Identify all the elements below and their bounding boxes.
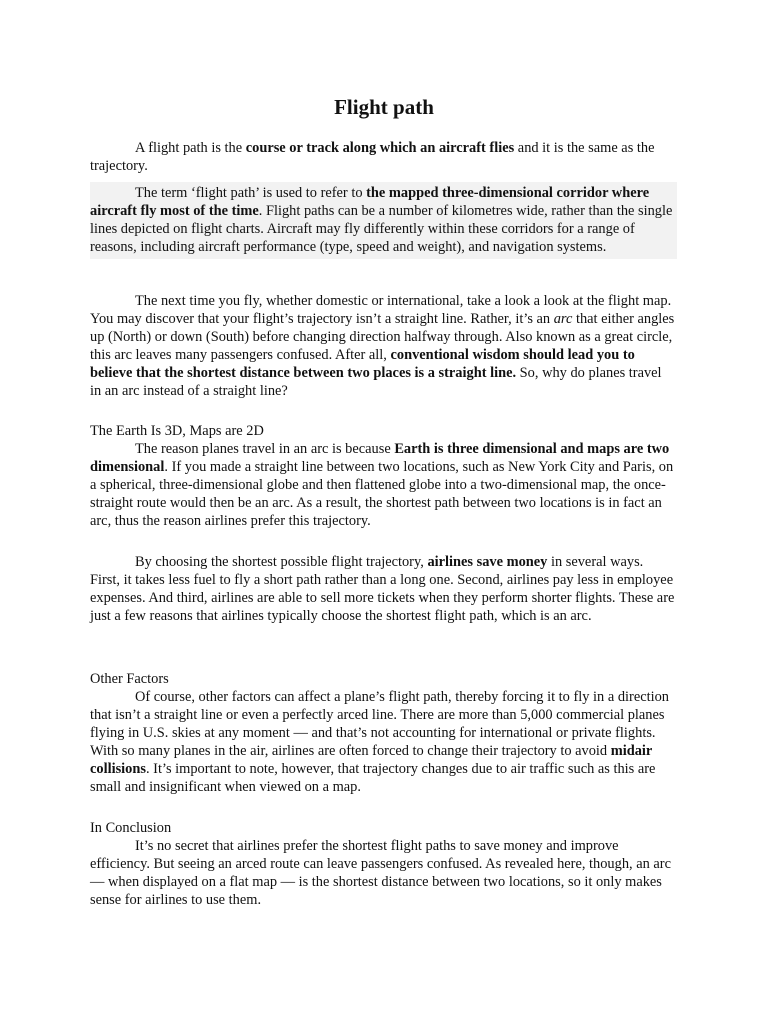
bold-text: airlines save money bbox=[427, 554, 548, 570]
bold-text: course or track along which an aircraft flies bbox=[245, 140, 515, 156]
bold-text: midair collisions bbox=[90, 743, 653, 777]
bold-text: Earth is three dimensional and maps are two dimensional bbox=[90, 441, 670, 475]
paragraph-definition bbox=[90, 139, 676, 175]
page-title: Flight path bbox=[334, 95, 434, 119]
italic-text: arc bbox=[553, 311, 573, 327]
paragraph-other-factors bbox=[90, 688, 676, 796]
paragraph-flight-map bbox=[90, 292, 676, 400]
bold-text: conventional wisdom should lead you to believe that the shortest distance between two places is a straight line. bbox=[90, 347, 635, 381]
section-heading-conclusion: In Conclusion bbox=[90, 820, 172, 836]
paragraph-text: Of course, other factors can affect a plane’s flight path, thereby forcing it to fly in a direction that isn’t a straight line or even a perfectly arced line. There are more than 5,000 commercial planes flying in U.S. skies at any moment — and that’s not accounting for international or private flights. With so many planes in the air, airlines are often forced to change their trajectory to avoid bbox=[90, 689, 669, 759]
section-heading-earth-3d: The Earth Is 3D, Maps are 2D bbox=[90, 423, 264, 439]
paragraph-text: . It’s important to note, however, that trajectory changes due to air traffic such as this are small and insignificant when viewed on a map. bbox=[90, 761, 656, 795]
paragraph-earth-3d bbox=[90, 440, 676, 530]
paragraph-text: and it is the same as the trajectory. bbox=[90, 140, 655, 174]
paragraph-conclusion bbox=[90, 837, 676, 909]
bold-text: the mapped three-dimensional corridor where aircraft fly most of the time bbox=[90, 185, 650, 219]
paragraph-text: in several ways. First, it takes less fuel to fly a short path rather than a long one. Second, airlines pay less in employee expenses. And third, airlines are able to sell more tickets when they perform shorter flights. These are just a few reasons that airlines typically choose the shortest flight path, which is an arc. bbox=[90, 554, 675, 624]
paragraph-text: . Flight paths can be a number of kilometres wide, rather than the single lines depicted on flight charts. Aircraft may fly differently within these corridors for a range of reasons, including aircraft performance (type, speed and weight), and navigation systems. bbox=[90, 203, 673, 255]
paragraph-flight-path-term bbox=[90, 182, 677, 259]
paragraph-text: A flight path is the bbox=[135, 140, 246, 156]
paragraph-text: So, why do planes travel in an arc instead of a straight line? bbox=[90, 365, 662, 399]
paragraph-text: . If you made a straight line between two locations, such as New York City and Paris, on a spherical, three-dimensional globe and then flattened globe into a two-dimensional map, the once-straight route would then be an arc. As a result, the shortest path between two locations is in fact an arc, thus the reason airlines prefer this trajectory. bbox=[90, 459, 674, 529]
section-heading-other-factors: Other Factors bbox=[90, 671, 169, 687]
paragraph-text: It’s no secret that airlines prefer the shortest flight paths to save money and improve efficiency. But seeing an arced route can leave passengers confused. As revealed here, though, an arc — when displayed on a flat map — is the shortest distance between two locations, so it only makes sense for airlines to use them. bbox=[90, 838, 671, 908]
paragraph-save-money bbox=[90, 553, 676, 625]
paragraph-text: The next time you fly, whether domestic or international, take a look a look at the flight map. You may discover that your flight’s trajectory isn’t a straight line. Rather, it’s an bbox=[90, 293, 672, 327]
paragraph-text: By choosing the shortest possible flight trajectory, bbox=[135, 554, 428, 570]
paragraph-text: The reason planes travel in an arc is because bbox=[135, 441, 395, 457]
paragraph-text: The term ‘flight path’ is used to refer to bbox=[135, 185, 367, 201]
paragraph-text: that either angles up (North) or down (South) before changing direction halfway through. Also known as a great circle, this arc leaves many passengers confused. After all, bbox=[90, 311, 675, 363]
